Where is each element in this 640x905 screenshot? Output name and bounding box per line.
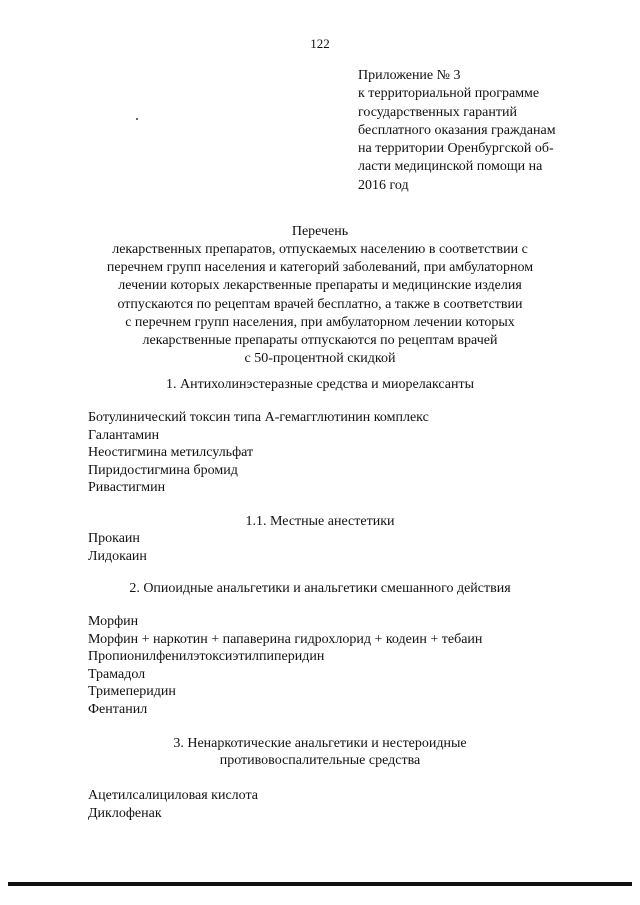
list-item: Морфин — [88, 614, 139, 629]
section-3-list — [88, 787, 258, 822]
appendix-line: ласти медицинской помощи на — [358, 159, 543, 175]
list-item: Галантамин — [88, 427, 160, 443]
subtitle-line: перечнем групп населения и категорий заболеваний, при амбулаторном — [106, 260, 534, 276]
list-item: Тримеперидин — [88, 684, 176, 700]
list-item: Фентанил — [88, 701, 148, 717]
appendix-header — [358, 67, 608, 195]
section-2-list — [88, 613, 482, 719]
section-1-1-list — [88, 530, 147, 565]
appendix-line: бесплатного оказания гражданам — [358, 122, 556, 138]
section-heading-line: 2. Опиоидные анальгетики и анальгетики смешанного действия — [129, 581, 511, 596]
list-item: Ривастигмин — [88, 480, 166, 496]
appendix-line: к территориальной программе — [358, 86, 540, 102]
section-1-list — [88, 409, 429, 497]
page-number: 122 — [310, 36, 330, 51]
list-item: Диклофенак — [88, 805, 162, 821]
list-item: Пропионилфенилэтоксиэтилпиперидин — [88, 649, 325, 665]
appendix-line: 2016 год — [358, 177, 409, 193]
section-heading-2 — [0, 580, 640, 597]
scan-speck — [136, 118, 138, 120]
appendix-line: государственных гарантий — [358, 104, 517, 120]
list-item: Ацетилсалициловая кислота — [88, 788, 258, 803]
subtitle-line: лекарственных препаратов, отпускаемых населению в соответствии с — [112, 242, 528, 257]
subtitle-line: отпускаются по рецептам врачей бесплатно, а также в соответствии — [117, 296, 523, 312]
appendix-line: Приложение № 3 — [358, 68, 461, 83]
subtitle-line: лечении которых лекарственные препараты и медицинские изделия — [118, 278, 522, 294]
section-heading-line: противовоспалительные средства — [219, 753, 421, 768]
list-item: Трамадол — [88, 666, 146, 682]
section-heading-1-1 — [0, 513, 640, 530]
section-heading-line: 1. Антихолинэстеразные средства и миорелаксанты — [165, 377, 475, 392]
list-item: Ботулинический токсин типа А-гемагглютинин комплекс — [88, 410, 429, 425]
list-item: Пиридостигмина бромид — [88, 462, 238, 478]
section-heading-line: 3. Ненаркотические анальгетики и нестероидные — [173, 736, 467, 751]
list-item: Прокаин — [88, 531, 140, 546]
appendix-line: на территории Оренбургской об- — [358, 141, 554, 157]
subtitle-line: с 50-процентной скидкой — [244, 351, 396, 367]
section-heading-3 — [0, 735, 640, 769]
list-item: Морфин + наркотин + папаверина гидрохлорид + кодеин + тебаин — [88, 631, 483, 647]
document-subtitle — [0, 241, 640, 368]
bottom-rule — [8, 882, 632, 886]
list-item: Лидокаин — [88, 548, 147, 564]
document-title: Перечень — [291, 224, 349, 239]
subtitle-line: с перечнем групп населения, при амбулаторном лечении которых — [125, 314, 515, 330]
list-item: Неостигмина метилсульфат — [88, 445, 254, 461]
section-heading-1 — [0, 376, 640, 393]
subtitle-line: лекарственные препараты отпускаются по рецептам врачей — [142, 333, 498, 349]
section-heading-line: 1.1. Местные анестетики — [245, 514, 395, 529]
